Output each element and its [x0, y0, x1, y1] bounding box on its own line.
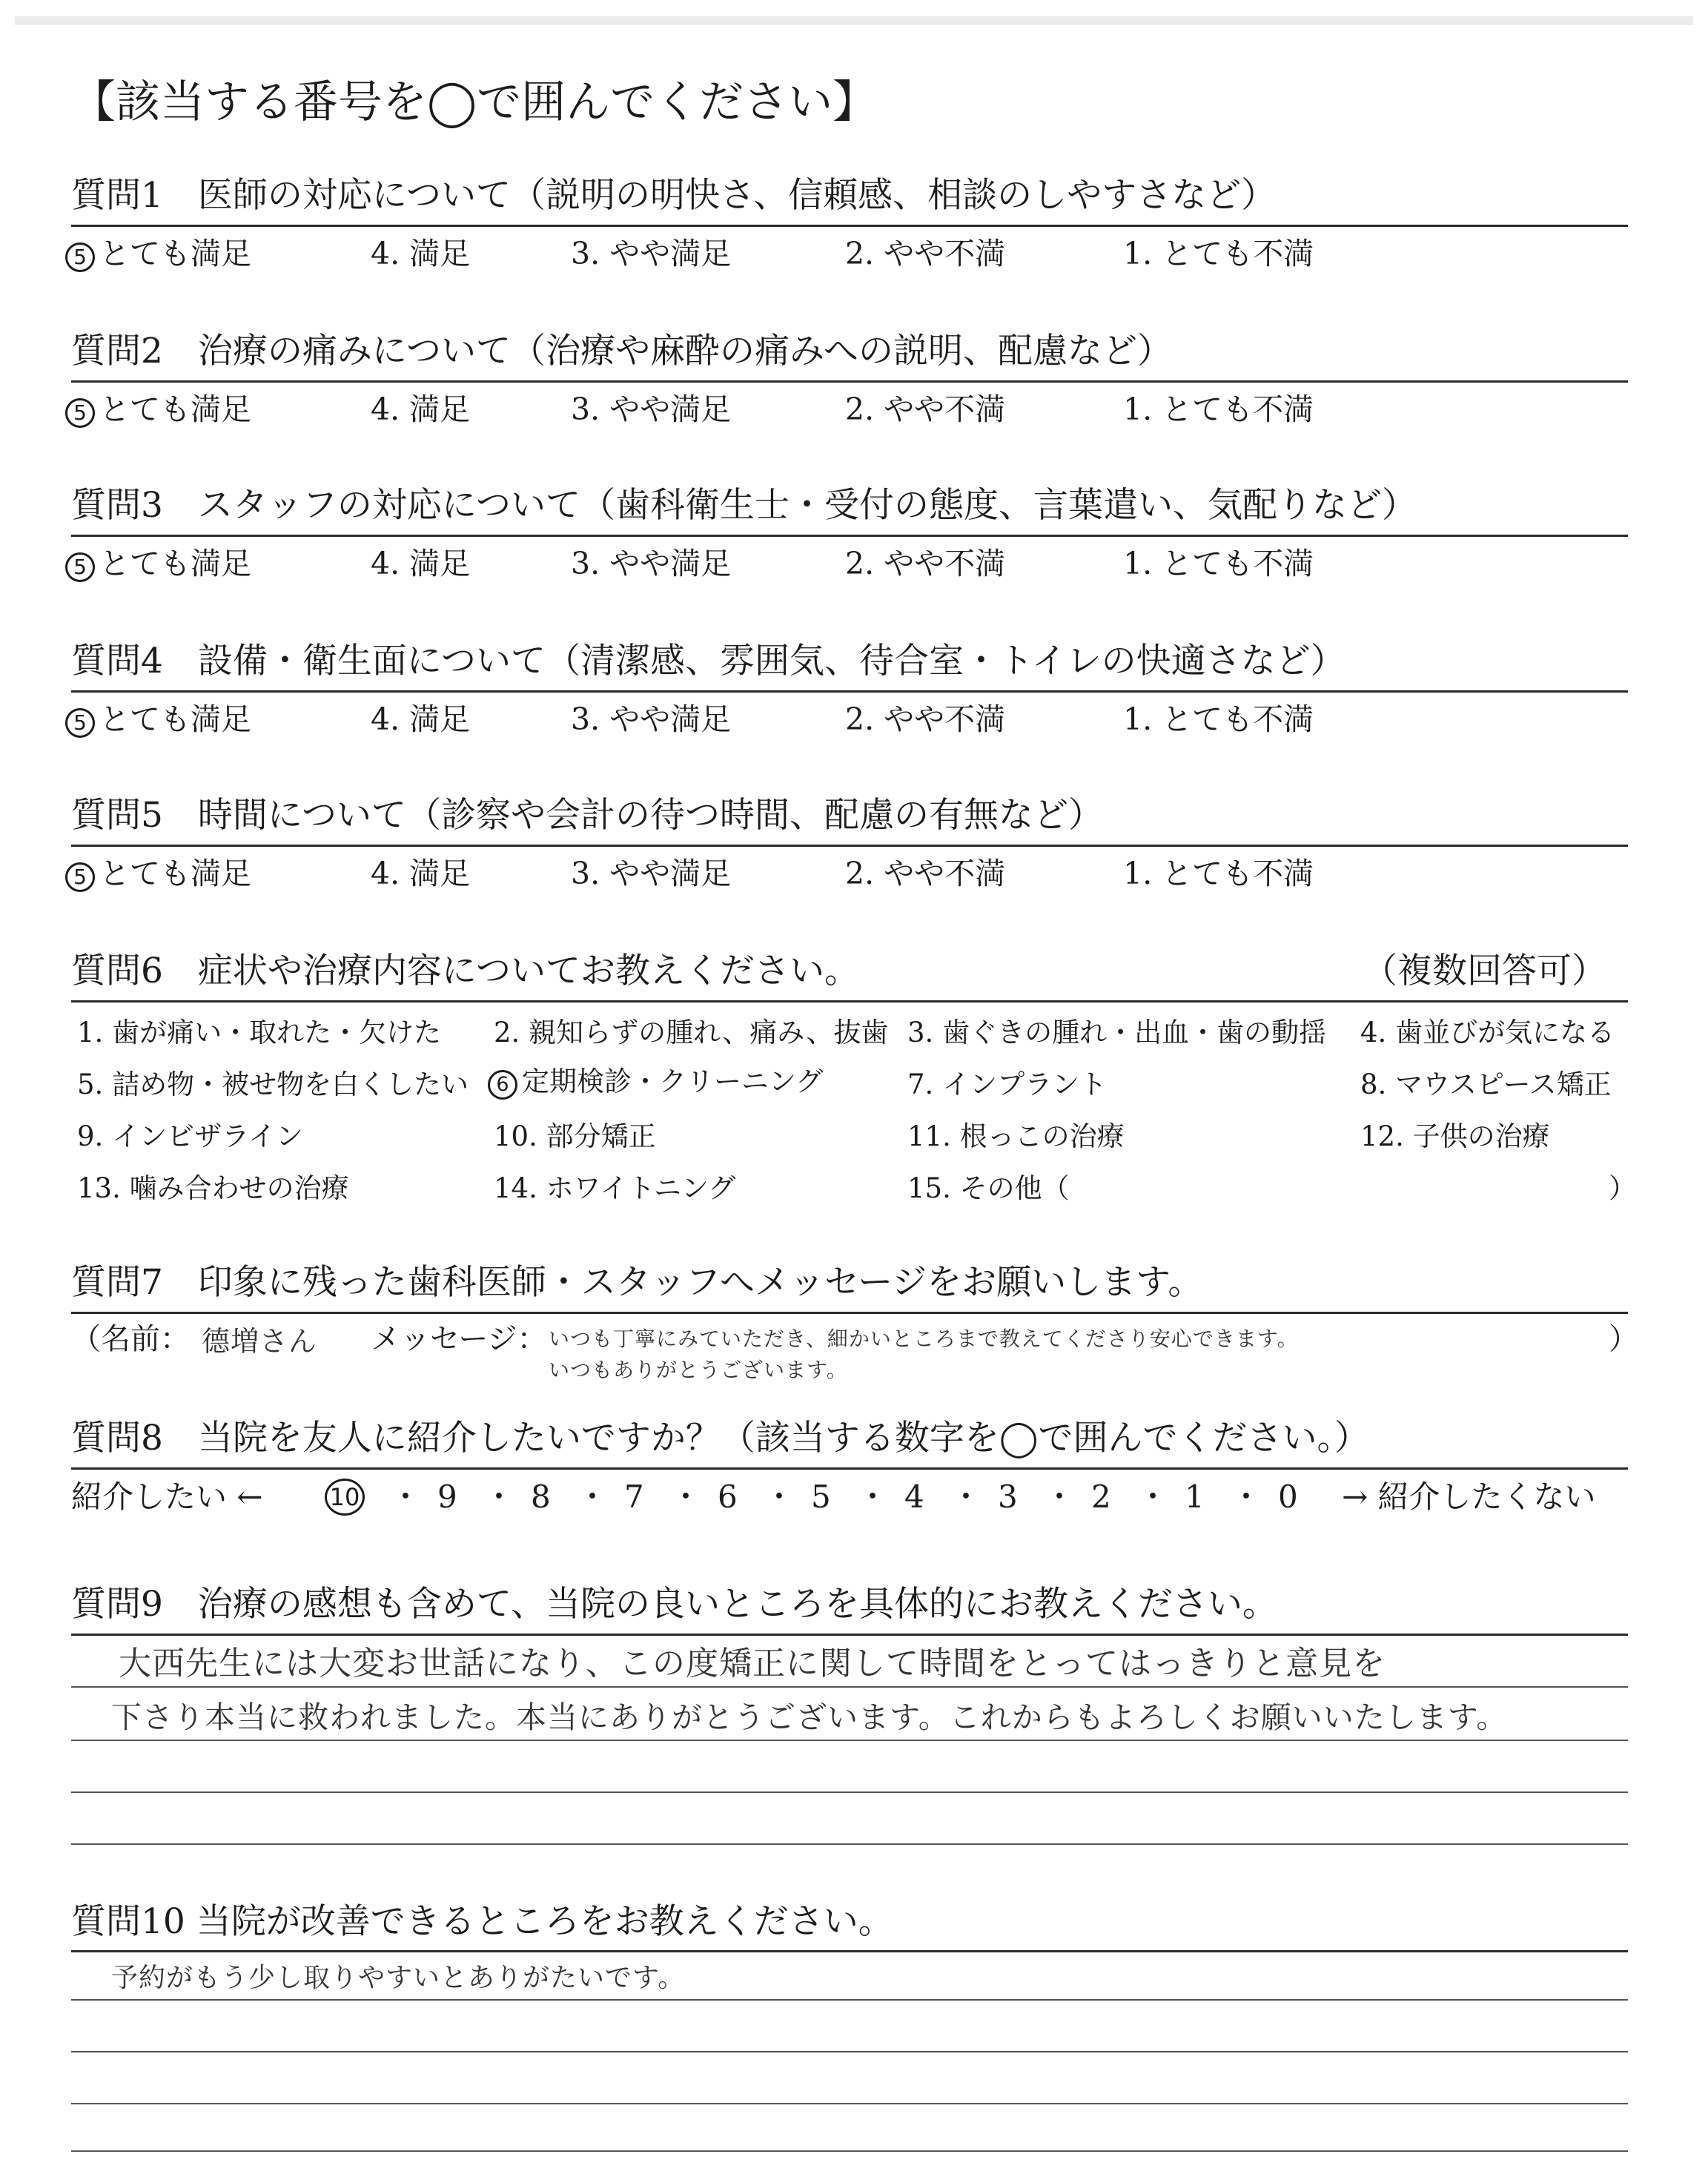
selection-circle: 5 — [65, 398, 95, 428]
q6-item-15[interactable]: 15. その他（ — [907, 1172, 1070, 1204]
answer-line — [71, 1843, 1628, 1845]
q1-option-3[interactable]: 3. やや満足 — [571, 236, 732, 271]
q3-option-3[interactable]: 3. やや満足 — [571, 546, 732, 581]
q10-answer: 予約がもう少し取りやすいとありがたいです。 — [111, 1963, 686, 1993]
q6-item-11[interactable]: 11. 根っこの治療 — [907, 1120, 1125, 1152]
question-3-heading: 質問3 スタッフの対応について（歯科衛生士・受付の態度、言葉遣い、気配りなど） — [71, 485, 1417, 526]
q8-option-10[interactable] — [325, 1479, 365, 1516]
q5-option-2[interactable]: 2. やや不満 — [845, 856, 1006, 891]
q5-option-3[interactable]: 3. やや満足 — [571, 856, 732, 891]
q8-right-label: → 紹介したくない — [1342, 1479, 1596, 1515]
question-10-heading: 質問10 当院が改善できるところをお教えください。 — [71, 1901, 893, 1942]
q4-option-1[interactable]: 1. とても不満 — [1123, 701, 1314, 737]
q6-item-8[interactable]: 8. マウスピース矯正 — [1360, 1069, 1612, 1100]
q6-other-close-paren: ） — [1609, 1172, 1636, 1204]
q9-answer-line-1: 大西先生には大変お世話になり、この度矯正に関して時間をとってはっきりと意見を — [119, 1645, 1386, 1682]
question-6-heading: 質問6 症状や治療内容についてお教えください。 — [71, 951, 859, 991]
q1-option-4[interactable]: 4. 満足 — [371, 236, 471, 271]
q4-option-5[interactable] — [65, 701, 251, 738]
q6-item-4[interactable]: 4. 歯並びが気になる — [1360, 1017, 1615, 1048]
question-1-rule — [71, 225, 1628, 227]
q8-option-0[interactable]: 0 — [1278, 1479, 1298, 1515]
q7-close-paren: ） — [1609, 1322, 1638, 1356]
q1-option-5[interactable] — [65, 236, 251, 272]
answer-line — [71, 2150, 1628, 2152]
question-4-heading: 質問4 設備・衛生面について（清潔感、雰囲気、待合室・トイレの快適さなど） — [71, 641, 1345, 681]
selection-circle: 5 — [65, 242, 95, 272]
q4-option-4[interactable]: 4. 満足 — [371, 701, 471, 737]
q6-item-6-label: 定期検診・クリーニング — [522, 1066, 824, 1097]
selection-circle: 5 — [65, 552, 95, 582]
q3-option-1[interactable]: 1. とても不満 — [1123, 546, 1314, 581]
q6-item-14[interactable]: 14. ホワイトニング — [494, 1172, 736, 1204]
q8-dot: ・ — [577, 1479, 609, 1515]
q8-option-6[interactable]: 6 — [718, 1479, 738, 1515]
q8-left-label: 紹介したい ← — [71, 1479, 263, 1515]
question-5-heading: 質問5 時間について（診察や会計の待つ時間、配慮の有無など） — [71, 795, 1103, 836]
q1-option-2[interactable]: 2. やや不満 — [845, 236, 1006, 271]
answer-line — [71, 1791, 1628, 1793]
q2-option-5-label: とても満足 — [99, 392, 251, 427]
q8-dot: ・ — [390, 1479, 422, 1515]
q2-option-2[interactable]: 2. やや不満 — [845, 392, 1006, 427]
q4-option-5-label: とても満足 — [99, 701, 251, 737]
q5-option-4[interactable]: 4. 満足 — [371, 856, 471, 891]
answer-line — [71, 1686, 1628, 1688]
q6-item-10[interactable]: 10. 部分矯正 — [494, 1120, 656, 1152]
q8-dot: ・ — [857, 1479, 889, 1515]
question-9-heading: 質問9 治療の感想も含めて、当院の良いところを具体的にお教えください。 — [71, 1584, 1277, 1625]
selection-circle: 6 — [488, 1070, 517, 1100]
q6-item-12[interactable]: 12. 子供の治療 — [1360, 1120, 1550, 1152]
answer-line — [71, 1740, 1628, 1741]
q6-item-13[interactable]: 13. 噛み合わせの治療 — [77, 1172, 349, 1204]
q4-option-2[interactable]: 2. やや不満 — [845, 701, 1006, 737]
selection-circle: 10 — [325, 1479, 365, 1516]
q5-option-5-label: とても満足 — [99, 856, 251, 891]
q7-message-label: メッセージ： — [371, 1322, 547, 1356]
q3-option-5[interactable] — [65, 546, 251, 582]
q8-option-7[interactable]: 7 — [624, 1479, 644, 1515]
answer-line — [71, 2051, 1628, 2052]
q8-dot: ・ — [950, 1479, 982, 1515]
question-10-rule — [71, 1950, 1628, 1952]
q8-dot: ・ — [670, 1479, 702, 1515]
selection-circle: 5 — [65, 862, 95, 892]
q8-option-4[interactable]: 4 — [904, 1479, 924, 1515]
q7-name-label: （名前： — [71, 1322, 190, 1356]
question-3-rule — [71, 535, 1628, 537]
q8-option-1[interactable]: 1 — [1185, 1479, 1205, 1515]
question-7-heading: 質問7 印象に残った歯科医師・スタッフへメッセージをお願いします。 — [71, 1262, 1203, 1303]
q1-option-1[interactable]: 1. とても不満 — [1123, 236, 1314, 271]
q6-item-6[interactable] — [488, 1068, 823, 1100]
q6-item-7[interactable]: 7. インプラント — [907, 1069, 1108, 1100]
q8-option-2[interactable]: 2 — [1091, 1479, 1111, 1515]
question-4-rule — [71, 690, 1628, 693]
selection-circle: 5 — [65, 708, 95, 738]
q7-name-value: 德増さん — [202, 1325, 318, 1358]
question-5-rule — [71, 845, 1628, 847]
q6-item-9[interactable]: 9. インビザライン — [77, 1120, 303, 1152]
q3-option-5-label: とても満足 — [99, 546, 251, 581]
answer-line — [71, 1999, 1628, 2001]
q9-answer-line-2: 下さり本当に救われました。本当にありがとうございます。これからもよろしくお願いいたします。 — [111, 1700, 1508, 1735]
q6-item-1[interactable]: 1. 歯が痛い・取れた・欠けた — [77, 1017, 442, 1048]
question-1-heading: 質問1 医師の対応について（説明の明快さ、信頼感、相談のしやすさなど） — [71, 175, 1277, 216]
q2-option-4[interactable]: 4. 満足 — [371, 392, 471, 427]
question-2-heading: 質問2 治療の痛みについて（治療や麻酔の痛みへの説明、配慮など） — [71, 331, 1173, 371]
q4-option-3[interactable]: 3. やや満足 — [571, 701, 732, 737]
q8-dot: ・ — [764, 1479, 795, 1515]
q7-message-line-2: いつもありがとうございます。 — [549, 1358, 848, 1382]
question-6-rule — [71, 1000, 1628, 1003]
page-title: 【該当する番号を◯で囲んでください】 — [71, 76, 878, 128]
question-6-note: （複数回答可） — [1363, 951, 1606, 991]
q8-option-5[interactable]: 5 — [811, 1479, 831, 1515]
q6-item-3[interactable]: 3. 歯ぐきの腫れ・出血・歯の動揺 — [907, 1017, 1327, 1048]
q5-option-1[interactable]: 1. とても不満 — [1123, 856, 1314, 891]
question-7-rule — [71, 1312, 1628, 1314]
q8-option-3[interactable]: 3 — [998, 1479, 1018, 1515]
q2-option-5[interactable] — [65, 394, 251, 428]
answer-line — [71, 2103, 1628, 2104]
q8-option-9[interactable]: 9 — [437, 1479, 457, 1515]
q3-option-4[interactable]: 4. 満足 — [371, 546, 471, 581]
q5-option-5[interactable] — [65, 856, 251, 892]
q8-option-8[interactable]: 8 — [531, 1479, 551, 1515]
q8-dot: ・ — [1231, 1479, 1262, 1515]
q2-option-3[interactable]: 3. やや満足 — [571, 392, 732, 427]
q2-option-1[interactable]: 1. とても不満 — [1123, 392, 1314, 427]
question-8-heading: 質問8 当院を友人に紹介したいですか？（該当する数字を◯で囲んでください。） — [71, 1418, 1370, 1459]
q6-item-2[interactable]: 2. 親知らずの腫れ、痛み、抜歯 — [494, 1017, 889, 1048]
q3-option-2[interactable]: 2. やや不満 — [845, 546, 1006, 581]
scan-top-edge — [15, 16, 1693, 25]
question-8-rule — [71, 1467, 1628, 1470]
q1-option-5-label: とても満足 — [99, 236, 251, 271]
q8-dot: ・ — [1137, 1479, 1169, 1515]
q8-dot: ・ — [483, 1479, 515, 1515]
q7-message-line-1: いつも丁寧にみていただき、細かいところまで教えてくださり安心できます。 — [549, 1327, 1299, 1351]
q6-item-5[interactable]: 5. 詰め物・被せ物を白くしたい — [77, 1069, 469, 1100]
question-9-rule — [71, 1634, 1628, 1636]
question-2-rule — [71, 380, 1628, 383]
q8-dot: ・ — [1044, 1479, 1076, 1515]
